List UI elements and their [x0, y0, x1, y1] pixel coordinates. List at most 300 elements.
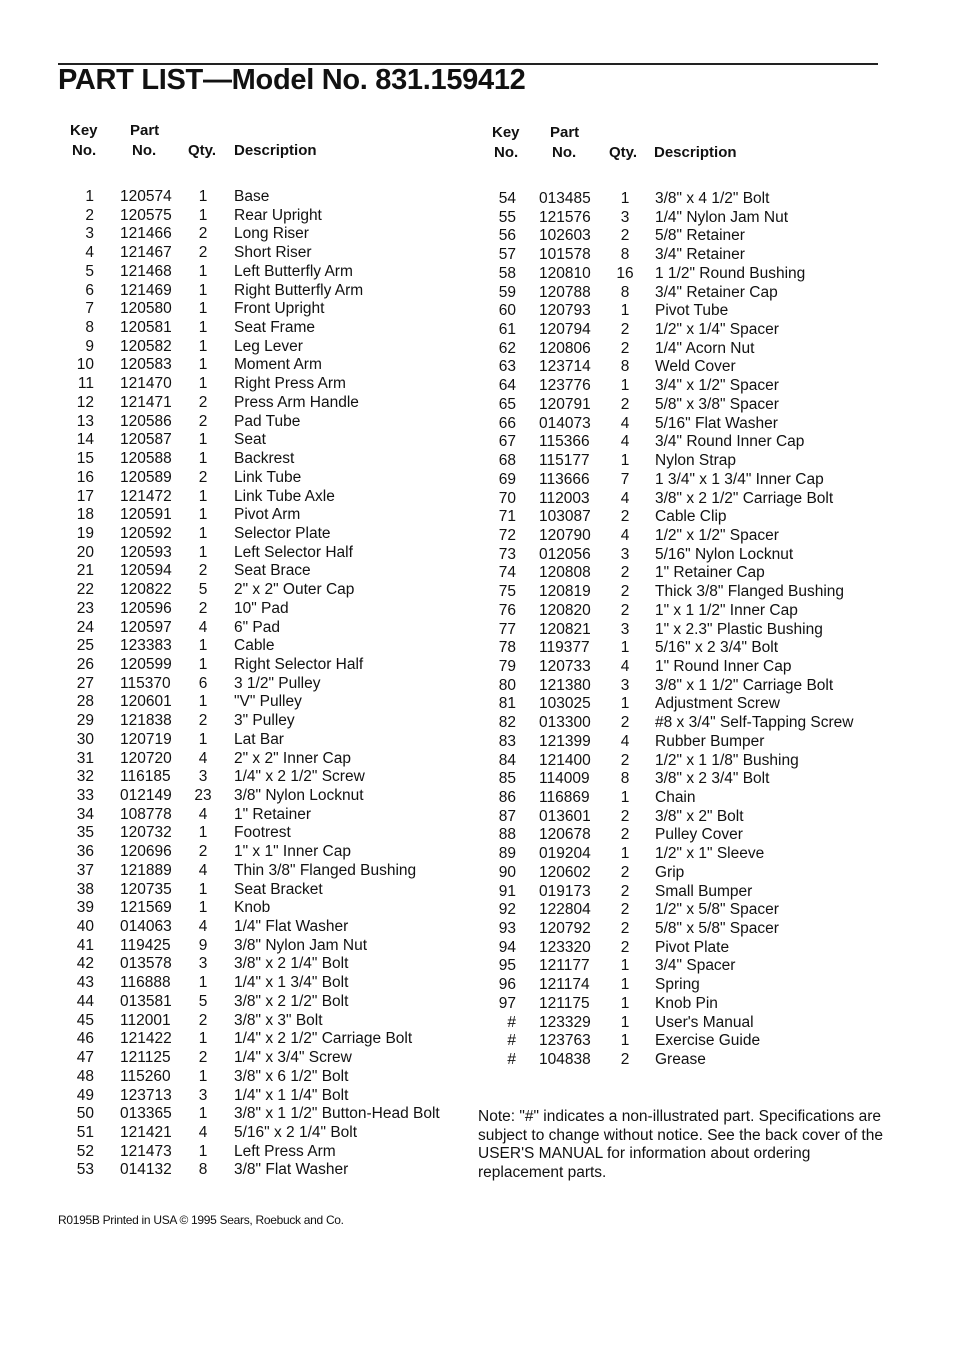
part-number: 123320: [539, 938, 591, 956]
part-number: 120819: [539, 583, 591, 601]
table-row: [62, 1030, 462, 1049]
key-number: 66: [498, 414, 516, 432]
description: Seat Brace: [234, 562, 311, 580]
description: 3/4" Spacer: [655, 957, 736, 975]
quantity: 3: [620, 545, 630, 563]
table-row: [484, 621, 884, 640]
quantity: 1: [620, 957, 630, 975]
table-row: [484, 920, 884, 939]
part-number: 120602: [539, 863, 591, 881]
key-number: 76: [498, 601, 516, 619]
part-number: 121471: [120, 393, 172, 411]
quantity: 1: [620, 452, 630, 470]
table-row: [484, 695, 884, 714]
table-row: [484, 490, 884, 509]
description: User's Manual: [655, 1013, 754, 1031]
part-number: 120582: [120, 337, 172, 355]
part-number: 103025: [539, 695, 591, 713]
part-number: 014063: [120, 918, 172, 936]
quantity: 2: [620, 583, 630, 601]
quantity: 2: [620, 1051, 630, 1069]
table-row: [484, 284, 884, 303]
key-number: 97: [498, 994, 516, 1012]
table-row: [62, 488, 462, 507]
part-number: 121470: [120, 375, 172, 393]
part-number: 123329: [539, 1013, 591, 1031]
key-number: 81: [498, 695, 516, 713]
description: 10" Pad: [234, 599, 289, 617]
quantity: 1: [198, 637, 208, 655]
description: Small Bumper: [655, 882, 753, 900]
key-number: 93: [498, 920, 516, 938]
key-number: 95: [498, 957, 516, 975]
part-number: 120599: [120, 655, 172, 673]
key-number: 75: [498, 583, 516, 601]
header-key: Key: [492, 124, 520, 141]
table-body: [484, 190, 884, 1070]
key-number: 28: [76, 693, 94, 711]
quantity: 8: [198, 1161, 208, 1179]
table-row: [484, 883, 884, 902]
table-row: [484, 527, 884, 546]
table-row: [484, 845, 884, 864]
key-number: 84: [498, 751, 516, 769]
table-row: [62, 375, 462, 394]
description: Rubber Bumper: [655, 732, 765, 750]
header-qty: Qty.: [609, 144, 638, 161]
description: Exercise Guide: [655, 1032, 761, 1050]
description: Seat Frame: [234, 319, 315, 337]
part-number: 121177: [539, 957, 590, 975]
part-number: 120588: [120, 450, 172, 468]
key-number: 86: [498, 789, 516, 806]
description: 2" x 2" Outer Cap: [234, 581, 355, 599]
quantity: 1: [198, 730, 208, 748]
part-number: 120678: [539, 826, 591, 844]
key-number: #: [507, 1032, 516, 1050]
part-number: 115366: [539, 433, 590, 451]
table-row: [62, 1068, 462, 1087]
key-number: 1: [85, 188, 94, 205]
description: 5/16" Nylon Locknut: [655, 545, 794, 563]
quantity: 1: [198, 693, 208, 711]
part-number: 121838: [120, 712, 172, 730]
key-number: 48: [76, 1067, 94, 1085]
part-number: 115260: [120, 1067, 171, 1085]
part-number: 121473: [120, 1142, 172, 1160]
table-row: [484, 452, 884, 471]
description: 3/8" Nylon Locknut: [234, 787, 364, 804]
key-number: 41: [76, 936, 94, 954]
part-number: 120596: [120, 599, 172, 617]
description: 3/8" x 1 1/2" Button-Head Bolt: [234, 1105, 440, 1123]
description: Seat: [234, 431, 266, 449]
header-key-no: No.: [494, 144, 519, 161]
table-row: [62, 824, 462, 843]
quantity: 2: [620, 508, 630, 526]
quantity: 23: [194, 787, 212, 804]
part-number: 120575: [120, 206, 172, 224]
key-number: 8: [85, 319, 94, 337]
key-number: 56: [498, 227, 516, 245]
part-number: 120794: [539, 321, 591, 339]
table-row: [62, 544, 462, 563]
key-number: 3: [85, 225, 94, 243]
table-row: [62, 750, 462, 769]
part-number: 120589: [120, 468, 172, 486]
table-row: [484, 789, 884, 808]
part-number: 120592: [120, 524, 172, 542]
key-number: 38: [76, 880, 94, 898]
key-number: 30: [76, 730, 94, 748]
table-row: [62, 469, 462, 488]
table-row: [484, 190, 884, 209]
print-footer: R0195B Printed in USA © 1995 Sears, Roebuck and Co.: [58, 1213, 344, 1227]
description: 3/8" x 2 1/2" Carriage Bolt: [655, 489, 834, 507]
table-row: [62, 450, 462, 469]
part-number: 121421: [120, 1123, 172, 1141]
part-number: 012149: [120, 787, 172, 804]
table-row: [484, 471, 884, 490]
table-row: [62, 338, 462, 357]
part-number: 112001: [120, 1011, 171, 1029]
description: 3 1/2" Pulley: [234, 674, 321, 692]
table-row: [62, 993, 462, 1012]
part-number: 121125: [120, 1049, 171, 1067]
description: 5/8" x 5/8" Spacer: [655, 920, 779, 938]
quantity: 2: [620, 395, 630, 413]
key-number: 47: [76, 1049, 94, 1067]
key-number: 36: [76, 843, 94, 861]
description: Adjustment Screw: [655, 695, 780, 713]
quantity: 1: [198, 450, 208, 468]
table-row: [62, 1161, 462, 1180]
description: Grip: [655, 863, 685, 881]
table-row: [62, 693, 462, 712]
part-number: 121175: [539, 994, 590, 1012]
description: #8 x 3/4" Self-Tapping Screw: [655, 714, 854, 732]
description: Link Tube Axle: [234, 487, 335, 505]
table-row: [62, 282, 462, 301]
description: Pulley Cover: [655, 826, 743, 844]
key-number: 88: [498, 826, 516, 844]
key-number: 27: [76, 674, 94, 692]
table-row: [62, 581, 462, 600]
key-number: 33: [76, 787, 94, 804]
quantity: 1: [198, 524, 208, 542]
description: 3/8" x 3" Bolt: [234, 1011, 323, 1029]
table-header: [62, 122, 462, 182]
quantity: 1: [620, 302, 630, 320]
description: 1" x 1" Inner Cap: [234, 843, 351, 861]
key-number: 15: [76, 450, 94, 468]
quantity: 5: [198, 992, 208, 1010]
part-number: 013578: [120, 955, 172, 973]
key-number: 62: [498, 339, 516, 357]
quantity: 4: [198, 861, 208, 879]
header-part: Part: [130, 122, 160, 139]
description: Pivot Plate: [655, 938, 730, 956]
key-number: 34: [76, 805, 94, 823]
key-number: 64: [498, 377, 516, 395]
description: Nylon Strap: [655, 452, 736, 470]
description: Weld Cover: [655, 358, 736, 376]
key-number: 79: [498, 657, 516, 675]
table-row: [62, 1087, 462, 1106]
quantity: 4: [198, 805, 208, 823]
part-number: 121380: [539, 676, 591, 694]
quantity: 1: [620, 190, 630, 207]
key-number: 92: [498, 901, 516, 919]
part-number: 013300: [539, 714, 591, 732]
description: 3/4" x 1/2" Spacer: [655, 377, 779, 395]
page-title: PART LIST—Model No. 831.159412: [58, 64, 526, 96]
key-number: 83: [498, 732, 516, 750]
quantity: 2: [620, 227, 630, 245]
quantity: 1: [198, 206, 208, 224]
table-row: [62, 974, 462, 993]
description: Spring: [655, 976, 700, 994]
part-number: 120793: [539, 302, 591, 320]
key-number: 6: [85, 281, 94, 299]
description: 3/8" x 2 3/4" Bolt: [655, 770, 770, 788]
part-number: 112003: [539, 489, 590, 507]
part-number: 019173: [539, 882, 591, 900]
part-number: 120574: [120, 188, 172, 205]
quantity: 2: [198, 225, 208, 243]
quantity: 2: [620, 751, 630, 769]
description: Selector Plate: [234, 524, 331, 542]
description: 3/8" x 2" Bolt: [655, 807, 744, 825]
key-number: 40: [76, 918, 94, 936]
key-number: 18: [76, 506, 94, 524]
table-row: [484, 639, 884, 658]
table-row: [484, 733, 884, 752]
part-number: 121469: [120, 281, 172, 299]
quantity: 2: [620, 901, 630, 919]
key-number: 89: [498, 845, 516, 863]
key-number: 49: [76, 1086, 94, 1104]
description: Lat Bar: [234, 730, 284, 748]
key-number: 72: [498, 526, 516, 544]
part-number: 014073: [539, 414, 591, 432]
quantity: 2: [198, 712, 208, 730]
table-row: [62, 1049, 462, 1068]
part-number: 116888: [120, 974, 171, 992]
quantity: 2: [198, 599, 208, 617]
key-number: 9: [85, 337, 94, 355]
quantity: 1: [620, 1013, 630, 1031]
key-number: 57: [498, 246, 516, 264]
part-number: 121468: [120, 262, 172, 280]
quantity: 2: [620, 938, 630, 956]
description: Moment Arm: [234, 356, 322, 374]
key-number: 35: [76, 824, 94, 842]
table-row: [484, 377, 884, 396]
key-number: 54: [498, 190, 516, 207]
table-row: [484, 957, 884, 976]
key-number: 24: [76, 618, 94, 636]
key-number: 10: [76, 356, 94, 374]
table-row: [62, 881, 462, 900]
quantity: 1: [198, 506, 208, 524]
table-row: [62, 619, 462, 638]
part-number: 122804: [539, 901, 591, 919]
key-number: 12: [76, 393, 94, 411]
part-number: 120820: [539, 601, 591, 619]
description: 1" Round Inner Cap: [655, 657, 792, 675]
part-number: 120594: [120, 562, 172, 580]
key-number: 82: [498, 714, 516, 732]
description: Pivot Tube: [655, 302, 729, 320]
description: Left Press Arm: [234, 1142, 336, 1160]
table-row: [62, 600, 462, 619]
quantity: 1: [620, 994, 630, 1012]
description: 3/8" x 2 1/4" Bolt: [234, 955, 349, 973]
table-row: [484, 901, 884, 920]
key-number: 50: [76, 1105, 94, 1123]
table-row: [62, 356, 462, 375]
part-number: 120696: [120, 843, 172, 861]
quantity: 4: [620, 526, 630, 544]
description: Grease: [655, 1051, 706, 1069]
part-number: 120792: [539, 920, 591, 938]
description: Knob Pin: [655, 994, 718, 1012]
quantity: 1: [620, 377, 630, 395]
key-number: 2: [85, 206, 94, 224]
part-number: 120810: [539, 264, 591, 282]
part-number: 121399: [539, 732, 591, 750]
part-number: 120791: [539, 395, 591, 413]
key-number: 25: [76, 637, 94, 655]
table-row: [484, 302, 884, 321]
table-row: [62, 394, 462, 413]
description: "V" Pulley: [234, 693, 302, 711]
quantity: 1: [198, 543, 208, 561]
description: 1" Retainer Cap: [655, 564, 765, 582]
part-number: 123714: [539, 358, 591, 376]
key-number: 94: [498, 938, 516, 956]
quantity: 2: [198, 468, 208, 486]
description: Backrest: [234, 450, 295, 468]
description: 3" Pulley: [234, 712, 295, 730]
quantity: 2: [198, 244, 208, 262]
quantity: 2: [620, 714, 630, 732]
description: 1/2" x 1/4" Spacer: [655, 321, 779, 339]
key-number: 69: [498, 470, 516, 488]
key-number: 14: [76, 431, 94, 449]
quantity: 1: [620, 1032, 630, 1050]
table-row: [62, 656, 462, 675]
table-row: [62, 675, 462, 694]
parts-table-left: [62, 122, 462, 1180]
table-row: [62, 413, 462, 432]
part-number: 120580: [120, 300, 172, 318]
key-number: 53: [76, 1161, 94, 1179]
description: Left Selector Half: [234, 543, 353, 561]
quantity: 1: [198, 1142, 208, 1160]
part-number: 121174: [539, 976, 590, 994]
quantity: 4: [198, 618, 208, 636]
quantity: 2: [620, 882, 630, 900]
table-row: [62, 731, 462, 750]
key-number: 80: [498, 676, 516, 694]
table-row: [62, 506, 462, 525]
description: Chain: [655, 789, 696, 806]
table-row: [62, 955, 462, 974]
header-part: Part: [550, 124, 580, 141]
quantity: 2: [620, 920, 630, 938]
table-row: [62, 263, 462, 282]
part-number: 120790: [539, 526, 591, 544]
key-number: 22: [76, 581, 94, 599]
description: 6" Pad: [234, 618, 281, 636]
quantity: 4: [620, 433, 630, 451]
table-row: [62, 1124, 462, 1143]
part-number: 120586: [120, 412, 172, 430]
parts-table-right: [484, 124, 884, 1070]
table-row: [62, 918, 462, 937]
part-number: 120821: [539, 620, 591, 638]
description: 1/2" x 1" Sleeve: [655, 845, 765, 863]
key-number: 55: [498, 208, 516, 226]
table-row: [484, 564, 884, 583]
description: 1/4" x 1 3/4" Bolt: [234, 974, 349, 992]
key-number: 67: [498, 433, 516, 451]
description: 5/16" x 2 3/4" Bolt: [655, 639, 779, 657]
description: Cable Clip: [655, 508, 727, 526]
quantity: 4: [620, 657, 630, 675]
key-number: 16: [76, 468, 94, 486]
description: 1/4" Acorn Nut: [655, 339, 755, 357]
quantity: 2: [620, 339, 630, 357]
table-row: [484, 340, 884, 359]
quantity: 2: [620, 807, 630, 825]
key-number: 74: [498, 564, 516, 582]
quantity: 2: [198, 393, 208, 411]
description: 1" x 1 1/2" Inner Cap: [655, 601, 798, 619]
description: Pad Tube: [234, 412, 301, 430]
key-number: 4: [85, 244, 94, 262]
quantity: 4: [620, 414, 630, 432]
quantity: 1: [198, 1105, 208, 1123]
key-number: 26: [76, 655, 94, 673]
table-row: [484, 415, 884, 434]
table-body: [62, 188, 462, 1180]
table-row: [62, 768, 462, 787]
description: Footrest: [234, 824, 291, 842]
key-number: 73: [498, 545, 516, 563]
table-row: [484, 752, 884, 771]
key-number: 63: [498, 358, 516, 376]
description: 3/4" Retainer: [655, 246, 745, 264]
table-row: [484, 1014, 884, 1033]
quantity: 1: [198, 487, 208, 505]
table-row: [484, 508, 884, 527]
description: 5/16" Flat Washer: [655, 414, 778, 432]
table-row: [62, 862, 462, 881]
description: Pivot Arm: [234, 506, 301, 524]
table-row: [484, 770, 884, 789]
key-number: 20: [76, 543, 94, 561]
description: 1/4" Flat Washer: [234, 918, 349, 936]
part-number: 114009: [539, 770, 590, 788]
part-number: 102603: [539, 227, 591, 245]
quantity: 8: [620, 283, 630, 301]
table-row: [484, 864, 884, 883]
description: Rear Upright: [234, 206, 322, 224]
part-number: 120601: [120, 693, 172, 711]
